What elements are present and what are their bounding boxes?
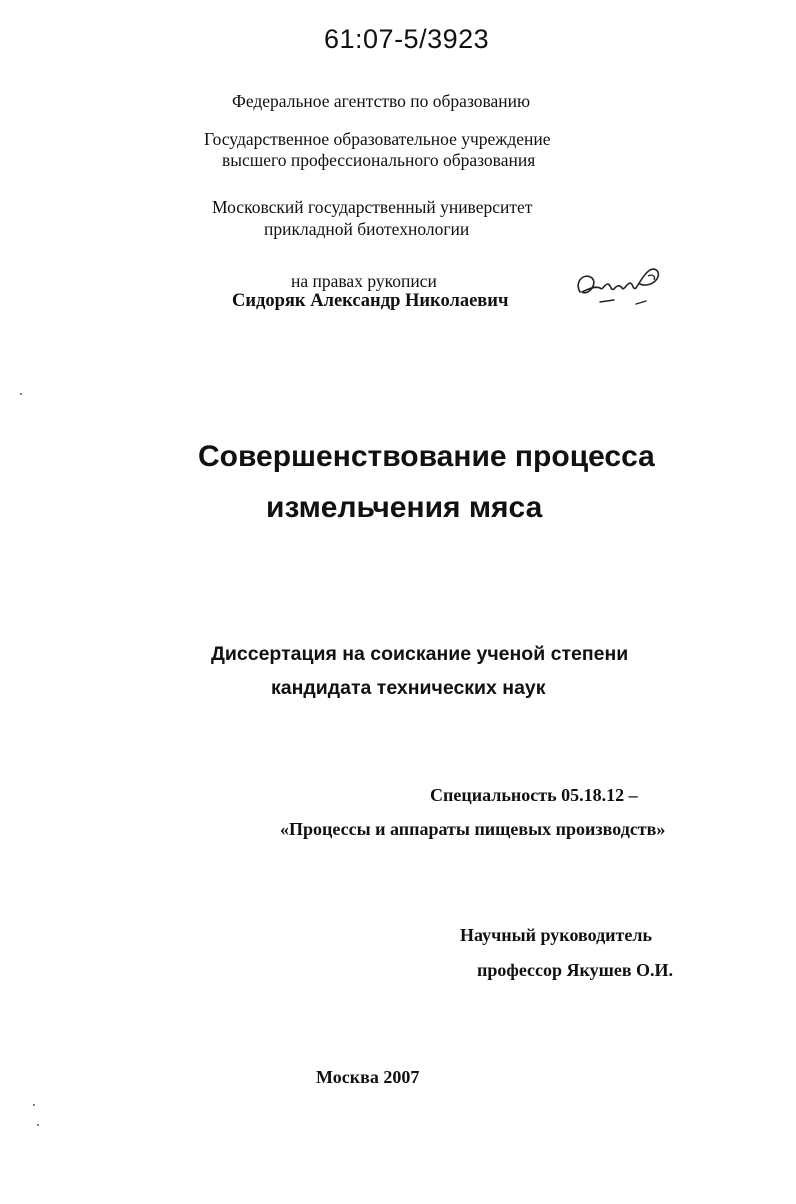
manuscript-rights-note: на правах рукописи: [291, 271, 437, 291]
agency-name: Федеральное агентство по образованию: [232, 91, 531, 111]
scan-speck: [20, 393, 22, 395]
supervisor-label: Научный руководитель: [460, 925, 652, 945]
university-line-2: прикладной биотехнологии: [264, 219, 470, 239]
scan-speck: [33, 1104, 35, 1106]
institution-line-2: высшего профессионального образования: [222, 150, 536, 170]
thesis-title-line-1: Совершенствование процесса: [198, 440, 655, 473]
specialty-line-1: Специальность 05.18.12 –: [430, 785, 638, 805]
city-year: Москва 2007: [316, 1067, 420, 1087]
specialty-line-2: «Процессы и аппараты пищевых производств»: [280, 819, 666, 839]
author-name: Сидоряк Александр Николаевич: [232, 291, 509, 311]
university-line-1: Московский государственный университет: [212, 197, 533, 217]
degree-line-1: Диссертация на соискание ученой степени: [211, 643, 629, 665]
supervisor-name: профессор Якушев О.И.: [477, 960, 674, 980]
author-signature: [570, 258, 670, 318]
archive-code: 61:07-5/3923: [324, 24, 490, 54]
institution-line-1: Государственное образовательное учреждение: [204, 129, 551, 149]
thesis-title-line-2: измельчения мяса: [266, 491, 543, 524]
degree-line-2: кандидата технических наук: [271, 677, 546, 699]
scan-speck: [37, 1124, 39, 1126]
